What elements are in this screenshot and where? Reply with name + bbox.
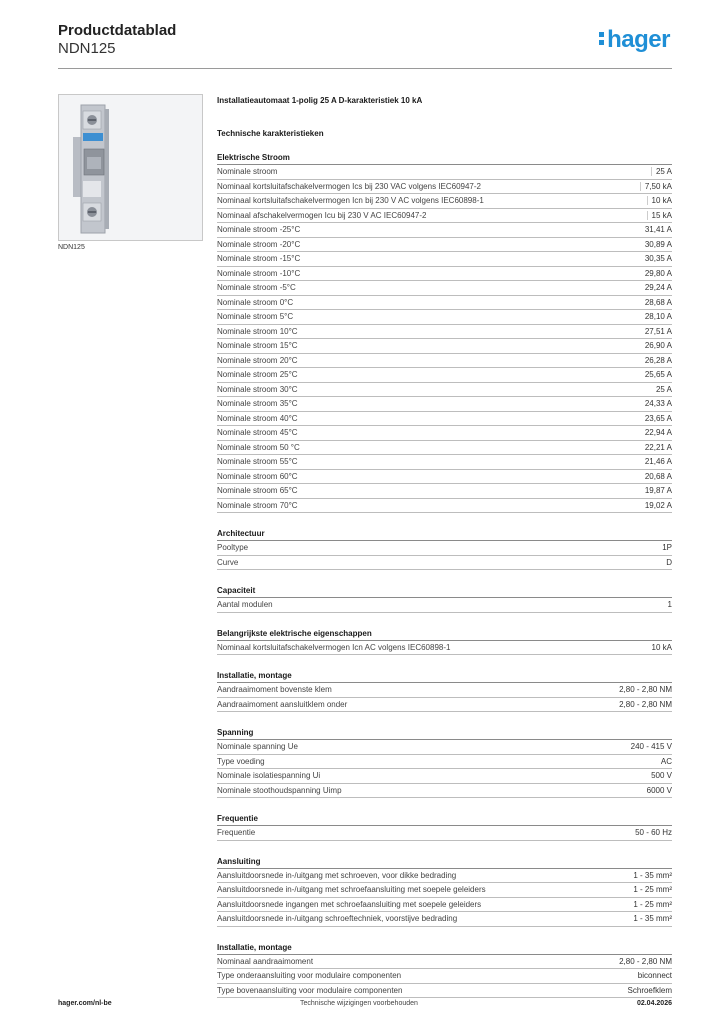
spec-value: 29,80 A xyxy=(644,268,672,278)
spec-value: 19,87 A xyxy=(644,486,672,496)
spec-row xyxy=(217,683,672,698)
spec-label: Nominale stroom 55°C xyxy=(217,457,298,467)
spec-label: Nominale stroom 0°C xyxy=(217,297,294,307)
spec-value: 26,28 A xyxy=(644,355,672,365)
spec-value: 50 - 60 Hz xyxy=(635,828,672,838)
spec-label: Nominale stoothoudspanning Uimp xyxy=(217,785,342,795)
spec-label: Nominale stroom 35°C xyxy=(217,399,298,409)
spec-value: AC xyxy=(660,756,672,766)
spec-label: Aandraaimoment bovenste klem xyxy=(217,685,332,695)
spec-row xyxy=(217,541,672,556)
spec-row xyxy=(217,641,672,656)
logo-text: hager xyxy=(607,26,670,53)
spec-label: Nominale stroom 60°C xyxy=(217,471,298,481)
spec-value: 1P xyxy=(662,543,672,553)
spec-label: Aansluitdoorsnede in-/uitgang met schroeven, voor dikke bedrading xyxy=(217,870,457,880)
spec-row xyxy=(217,252,672,267)
spec-row xyxy=(217,556,672,571)
spec-row xyxy=(217,969,672,984)
spec-row xyxy=(217,826,672,841)
spec-row xyxy=(217,281,672,296)
spec-value: 20,68 A xyxy=(644,471,672,481)
spec-label: Nominaal kortsluitafschakelvermogen Icn bij 230 V AC volgens IEC60898-1 xyxy=(217,196,484,206)
spec-label: Nominale stroom -15°C xyxy=(217,254,301,264)
spec-sections xyxy=(217,151,672,998)
spec-label: Nominale stroom 65°C xyxy=(217,486,298,496)
spec-label: Nominale stroom -5°C xyxy=(217,283,296,293)
spec-row xyxy=(217,325,672,340)
product-description: Installatieautomaat 1-polig 25 A D-karakteristiek 10 kA xyxy=(217,96,423,105)
spec-value: 240 - 415 V xyxy=(630,742,672,752)
spec-row xyxy=(217,209,672,224)
spec-label: Nominale stroom 70°C xyxy=(217,500,298,510)
circuit-breaker-icon xyxy=(59,95,202,240)
spec-section xyxy=(217,669,672,712)
spec-row xyxy=(217,238,672,253)
spec-label: Curve xyxy=(217,557,239,567)
spec-row xyxy=(217,383,672,398)
spec-value: 10 kA xyxy=(647,196,672,205)
spec-row xyxy=(217,984,672,999)
spec-value: 1 - 25 mm² xyxy=(633,885,672,895)
spec-label: Aandraaimoment aansluitklem onder xyxy=(217,699,348,709)
spec-value: 25 A xyxy=(655,384,672,394)
spec-label: Type onderaansluiting voor modulaire componenten xyxy=(217,971,402,981)
spec-value: 6000 V xyxy=(646,785,672,795)
image-caption: NDN125 xyxy=(58,244,85,251)
spec-value: D xyxy=(666,557,672,567)
spec-value: 30,89 A xyxy=(644,239,672,249)
spec-label: Nominale stroom 15°C xyxy=(217,341,298,351)
hager-logo xyxy=(599,28,670,52)
spec-row xyxy=(217,223,672,238)
header-divider xyxy=(58,68,672,69)
spec-label: Nominale stroom 25°C xyxy=(217,370,298,380)
spec-label: Nominaal kortsluitafschakelvermogen Ics bij 230 VAC volgens IEC60947-2 xyxy=(217,181,481,191)
spec-row xyxy=(217,755,672,770)
spec-label: Nominale stroom -25°C xyxy=(217,225,301,235)
document-title: Productdatablad xyxy=(58,22,177,39)
spec-value: 25,65 A xyxy=(644,370,672,380)
spec-section xyxy=(217,941,672,999)
spec-value: 25 A xyxy=(651,167,672,176)
spec-section xyxy=(217,527,672,570)
spec-label: Nominale isolatiespanning Ui xyxy=(217,771,321,781)
spec-row xyxy=(217,912,672,927)
spec-value: 23,65 A xyxy=(644,413,672,423)
section-title: Aansluiting xyxy=(217,855,672,869)
spec-label: Nominale stroom 5°C xyxy=(217,312,294,322)
spec-value: 500 V xyxy=(651,771,672,781)
spec-label: Aantal modulen xyxy=(217,600,273,610)
spec-value: 7,50 kA xyxy=(640,182,672,191)
spec-section xyxy=(217,726,672,798)
section-title: Spanning xyxy=(217,726,672,740)
spec-value: 31,41 A xyxy=(644,225,672,235)
spec-row xyxy=(217,598,672,613)
section-title: Belangrijkste elektrische eigenschappen xyxy=(217,627,672,641)
spec-label: Nominale stroom -10°C xyxy=(217,268,301,278)
spec-row xyxy=(217,397,672,412)
spec-label: Type bovenaansluiting voor modulaire componenten xyxy=(217,985,403,995)
spec-row xyxy=(217,412,672,427)
section-title: Architectuur xyxy=(217,527,672,541)
spec-section xyxy=(217,627,672,656)
spec-value: 1 - 35 mm² xyxy=(633,870,672,880)
spec-label: Nominale stroom xyxy=(217,167,278,177)
spec-row xyxy=(217,499,672,514)
spec-row xyxy=(217,740,672,755)
spec-row xyxy=(217,869,672,884)
spec-value: 28,68 A xyxy=(644,297,672,307)
spec-row xyxy=(217,368,672,383)
logo-dots-icon xyxy=(599,30,604,46)
spec-row xyxy=(217,426,672,441)
footer-date: 02.04.2026 xyxy=(636,1000,672,1007)
product-image xyxy=(58,94,203,241)
section-title: Installatie, montage xyxy=(217,941,672,955)
spec-row xyxy=(217,296,672,311)
spec-row xyxy=(217,339,672,354)
spec-label: Type voeding xyxy=(217,756,265,766)
spec-value: 24,33 A xyxy=(644,399,672,409)
spec-value: 21,46 A xyxy=(644,457,672,467)
section-title: Elektrische Stroom xyxy=(217,151,672,165)
spec-value: 22,21 A xyxy=(644,442,672,452)
spec-row xyxy=(217,267,672,282)
spec-label: Nominaal kortsluitafschakelvermogen Icn AC volgens IEC60898-1 xyxy=(217,642,451,652)
spec-row xyxy=(217,165,672,180)
spec-label: Aansluitdoorsnede in-/uitgang schroeftechniek, voorstijve bedrading xyxy=(217,914,458,924)
spec-label: Nominale stroom 50 °C xyxy=(217,442,300,452)
spec-label: Aansluitdoorsnede ingangen met schroefaansluiting met soepele geleiders xyxy=(217,899,482,909)
spec-row xyxy=(217,698,672,713)
spec-value: 2,80 - 2,80 NM xyxy=(619,699,672,709)
spec-row xyxy=(217,769,672,784)
spec-label: Nominale spanning Ue xyxy=(217,742,298,752)
spec-row xyxy=(217,784,672,799)
spec-row xyxy=(217,898,672,913)
spec-row xyxy=(217,883,672,898)
spec-value: 15 kA xyxy=(647,211,672,220)
spec-label: Frequentie xyxy=(217,828,256,838)
spec-label: Aansluitdoorsnede in-/uitgang met schroefaansluiting met soepele geleiders xyxy=(217,885,486,895)
spec-value: 28,10 A xyxy=(644,312,672,322)
spec-row xyxy=(217,470,672,485)
spec-value: Schroefklem xyxy=(627,985,672,995)
spec-row xyxy=(217,955,672,970)
spec-value: 2,80 - 2,80 NM xyxy=(619,685,672,695)
spec-value: 29,24 A xyxy=(644,283,672,293)
spec-content xyxy=(217,95,672,1012)
section-title: Capaciteit xyxy=(217,584,672,598)
spec-row xyxy=(217,194,672,209)
spec-value: biconnect xyxy=(637,971,672,981)
spec-section xyxy=(217,812,672,841)
spec-value: 30,35 A xyxy=(644,254,672,264)
spec-label: Nominale stroom 20°C xyxy=(217,355,298,365)
footer-website-link[interactable]: hager.com/nl-be xyxy=(58,1000,112,1007)
spec-value: 19,02 A xyxy=(644,500,672,510)
spec-row xyxy=(217,441,672,456)
spec-label: Nominale stroom 40°C xyxy=(217,413,298,423)
spec-value: 26,90 A xyxy=(644,341,672,351)
spec-label: Nominale stroom 45°C xyxy=(217,428,298,438)
tech-heading: Technische karakteristieken xyxy=(217,129,324,138)
spec-label: Nominaal afschakelvermogen Icu bij 230 V AC IEC60947-2 xyxy=(217,210,427,220)
spec-section xyxy=(217,584,672,613)
spec-section xyxy=(217,855,672,927)
spec-value: 1 - 25 mm² xyxy=(633,899,672,909)
spec-row xyxy=(217,455,672,470)
section-title: Installatie, montage xyxy=(217,669,672,683)
spec-label: Nominale stroom 10°C xyxy=(217,326,298,336)
spec-value: 27,51 A xyxy=(644,326,672,336)
spec-row xyxy=(217,354,672,369)
spec-label: Nominale stroom -20°C xyxy=(217,239,301,249)
spec-row xyxy=(217,180,672,195)
spec-value: 1 xyxy=(667,600,672,610)
spec-row xyxy=(217,310,672,325)
spec-row xyxy=(217,484,672,499)
spec-value: 22,94 A xyxy=(644,428,672,438)
product-code: NDN125 xyxy=(58,40,116,57)
footer-disclaimer: Technische wijzigingen voorbehouden xyxy=(300,1000,418,1007)
spec-label: Nominale stroom 30°C xyxy=(217,384,298,394)
spec-section xyxy=(217,151,672,513)
spec-value: 2,80 - 2,80 NM xyxy=(619,956,672,966)
spec-label: Pooltype xyxy=(217,543,249,553)
spec-label: Nominaal aandraaimoment xyxy=(217,956,314,966)
section-title: Frequentie xyxy=(217,812,672,826)
spec-value: 1 - 35 mm² xyxy=(633,914,672,924)
spec-value: 10 kA xyxy=(651,642,672,652)
